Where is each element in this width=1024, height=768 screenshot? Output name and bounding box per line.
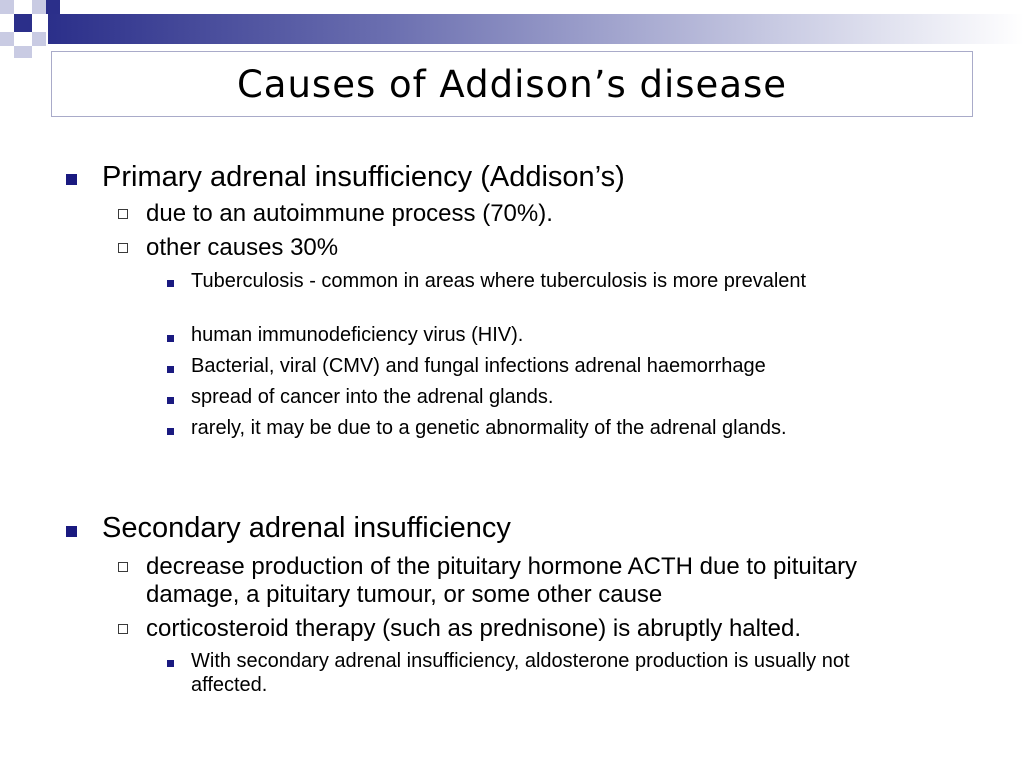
- sub-list-item: With secondary adrenal insufficiency, aldosterone production is usually not affected.: [191, 650, 850, 696]
- bullet-small-square: [167, 660, 174, 667]
- sub-list-item: spread of cancer into the adrenal glands.: [191, 386, 554, 408]
- bullet-hollow-square: [118, 209, 128, 219]
- title-box: [51, 51, 973, 117]
- list-item: due to an autoimmune process (70%).: [146, 200, 553, 227]
- sub-list-item: Tuberculosis - common in areas where tuberculosis is more prevalent: [191, 270, 807, 292]
- bullet-small-square: [167, 428, 174, 435]
- bullet-small-square: [167, 280, 174, 287]
- sub-list-item: human immunodeficiency virus (HIV).: [191, 324, 524, 346]
- bullet-square: [66, 174, 77, 185]
- decor-square: [46, 0, 60, 14]
- bullet-small-square: [167, 397, 174, 404]
- decor-square: [14, 46, 32, 58]
- decor-square: [0, 0, 14, 14]
- decor-square: [32, 32, 46, 46]
- sub-list-item: rarely, it may be due to a genetic abnormality of the adrenal glands.: [191, 417, 787, 439]
- section-heading: Secondary adrenal insufficiency: [102, 512, 511, 544]
- slide-title: Causes of Addison’s disease: [236, 62, 788, 106]
- sub-list-item: Bacterial, viral (CMV) and fungal infections adrenal haemorrhage: [191, 355, 766, 377]
- bullet-small-square: [167, 335, 174, 342]
- section-heading: Primary adrenal insufficiency (Addison’s): [102, 161, 625, 193]
- bullet-small-square: [167, 366, 174, 373]
- list-item: corticosteroid therapy (such as prednisone) is abruptly halted.: [146, 615, 802, 642]
- bullet-square: [66, 526, 77, 537]
- list-item: decrease production of the pituitary hormone ACTH due to pituitary damage, a pituitary tumour, or some other cause: [146, 553, 858, 608]
- bullet-hollow-square: [118, 562, 128, 572]
- header-gradient-bar: [48, 14, 1024, 44]
- decor-square: [14, 14, 32, 32]
- list-item: other causes 30%: [146, 234, 339, 261]
- decor-square: [32, 0, 46, 14]
- decor-square: [0, 32, 14, 46]
- bullet-hollow-square: [118, 243, 128, 253]
- bullet-hollow-square: [118, 624, 128, 634]
